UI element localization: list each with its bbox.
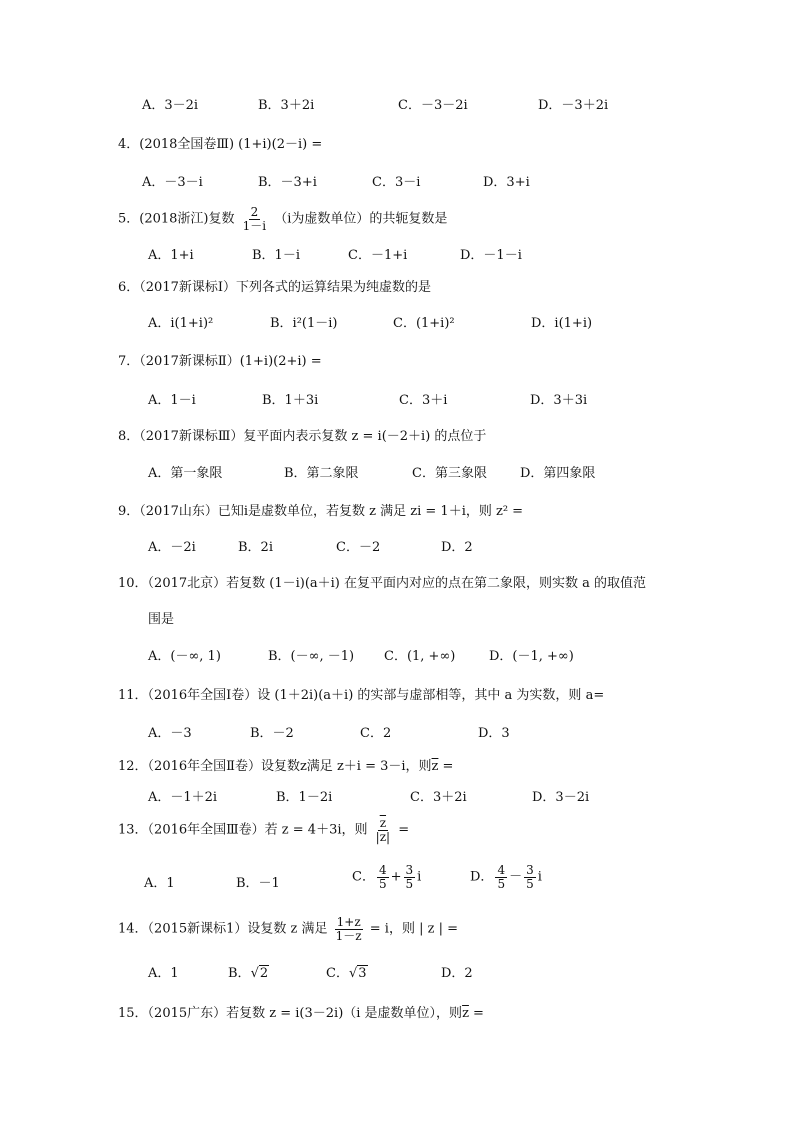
q4-option-c: C．3－i — [372, 175, 421, 190]
q6-option-d: D．i(1+i) — [531, 316, 593, 331]
q5-question — [0, 200, 794, 234]
q6-option-a: A．i(1+i)² — [148, 316, 214, 331]
q10-line1: 10．（2017北京）若复数 (1－i)(a＋i) 在复平面内对应的点在第二象限，则实数 a 的取值范 — [118, 576, 647, 591]
q13-c-i: i — [417, 869, 422, 885]
q9-option-d: D．2 — [441, 540, 473, 555]
q13-c-d1: 5 — [378, 876, 387, 891]
q3-options — [0, 94, 794, 118]
q11-text: 11．（2016年全国Ⅰ卷）设 (1＋2i)(a＋i) 的实部与虚部相等，其中 a 为实数，则 a= — [118, 688, 605, 703]
q13-option-c — [352, 864, 421, 890]
q6-option-c: C．(1+i)² — [393, 316, 455, 331]
q7-options — [0, 389, 794, 413]
q12-options — [0, 786, 794, 810]
q12-text — [118, 755, 453, 774]
q14-sqrt3-radicand: 3 — [358, 966, 367, 981]
q10-question — [0, 572, 794, 596]
q14-option-c-label: C． — [326, 966, 349, 981]
q10-option-c: C．(1, +∞) — [384, 649, 456, 664]
q13-d-frac2 — [524, 864, 536, 890]
q14-text — [118, 916, 458, 942]
q14-sqrt3: √3 — [348, 966, 367, 981]
q14-option-b — [228, 962, 269, 981]
q8-option-b: B．第二象限 — [284, 466, 359, 481]
q3-option-c: C．－3－2i — [398, 98, 468, 113]
q5-frac-den: 1－i — [242, 218, 267, 233]
q10-option-b: B．(－∞, －1) — [268, 649, 355, 664]
q14-prefix: 14．（2015新课标1）设复数 z 满足 — [118, 921, 328, 937]
q13-c-frac1 — [377, 864, 389, 890]
q4-option-b: B．－3+i — [258, 175, 317, 190]
q13-d-n1: 4 — [497, 863, 506, 877]
q7-text: 7．（2017新课标Ⅱ）(1+i)(2+i) = — [118, 354, 322, 369]
q13-c-n2: 3 — [405, 863, 414, 877]
q14-option-c — [326, 962, 368, 981]
q13-suffix: = — [398, 822, 410, 838]
q6-options — [0, 312, 794, 336]
q7-option-b: B．1＋3i — [262, 393, 319, 408]
q15-text — [118, 1002, 484, 1021]
q13-c-frac2 — [404, 864, 416, 890]
q11-option-a: A．－3 — [148, 726, 192, 741]
q13-frac-den: |z| — [375, 829, 391, 844]
q4-options — [0, 171, 794, 195]
q13-fraction — [374, 817, 392, 843]
q13-option-a: A．1 — [144, 876, 175, 891]
q6-text: 6．（2017新课标Ⅰ）下列各式的运算结果为纯虚数的是 — [118, 280, 431, 295]
q12-option-c: C．3＋2i — [410, 790, 467, 805]
q5-fraction — [241, 206, 268, 232]
q8-option-a: A．第一象限 — [148, 466, 223, 481]
q14-sqrt2-radicand: 2 — [259, 966, 269, 981]
q14-option-a: A．1 — [148, 966, 179, 981]
q10-options — [0, 645, 794, 669]
q13-d-d1: 5 — [497, 876, 506, 891]
q7-question — [0, 350, 794, 374]
q13-d-i: i — [537, 869, 542, 885]
q8-option-c: C．第三象限 — [412, 466, 487, 481]
q13-frac-num — [378, 817, 388, 831]
q13-c-d2: 5 — [405, 876, 414, 891]
q9-option-c: C．－2 — [336, 540, 381, 555]
q9-option-b: B．2i — [238, 540, 273, 555]
q9-option-a: A．－2i — [148, 540, 196, 555]
q10-line2: 围是 — [148, 612, 175, 627]
q12-option-b: B．1－2i — [276, 790, 333, 805]
q5-suffix: （i为虚数单位）的共轭复数是 — [274, 211, 448, 227]
q14-frac-num: 1+z — [336, 915, 361, 929]
q13-conj-z: $\overline{z}$ — [379, 816, 387, 830]
q4-option-d: D．3+i — [483, 175, 530, 190]
q14-option-d: D．2 — [441, 966, 473, 981]
q13-option-d-label: D． — [470, 869, 494, 885]
q3-option-a: A．3－2i — [142, 98, 199, 113]
q13-d-n2: 3 — [526, 863, 534, 877]
q7-option-d: D．3＋3i — [530, 393, 588, 408]
q12-suffix: = — [438, 759, 454, 774]
q11-options — [0, 722, 794, 746]
q14-question — [0, 912, 794, 948]
q15-prefix: 15．（2015广东）若复数 z = i(3－2i)（i 是虚数单位），则 — [118, 1006, 463, 1021]
q15-question — [0, 1002, 794, 1026]
q5-text — [118, 206, 447, 232]
q6-question — [0, 276, 794, 300]
q14-fraction — [334, 916, 364, 942]
q12-option-a: A．－1＋2i — [148, 790, 218, 805]
q12-conjugate: $\overline{z}$ — [431, 759, 439, 774]
q5-prefix: 5．(2018浙江)复数 — [118, 211, 235, 227]
q4-option-a: A．－3－i — [142, 175, 203, 190]
q4-question — [0, 133, 794, 157]
q13-options — [0, 864, 794, 896]
q11-option-b: B．－2 — [250, 726, 294, 741]
q11-option-d: D．3 — [478, 726, 510, 741]
q8-question — [0, 425, 794, 449]
q13-prefix: 13．（2016年全国Ⅲ卷）若 z = 4＋3i，则 — [118, 822, 368, 838]
q6-option-b: B．i²(1－i) — [270, 316, 338, 331]
q9-options — [0, 536, 794, 560]
q14-sqrt2: √2 — [250, 966, 269, 981]
q5-option-c: C．－1+i — [348, 248, 408, 263]
q5-option-a: A．1+i — [148, 248, 194, 263]
q13-d-minus: － — [509, 869, 523, 885]
q13-question — [0, 813, 794, 849]
q11-question — [0, 684, 794, 708]
q3-option-d: D．－3＋2i — [538, 98, 609, 113]
q14-option-b-label: B． — [228, 966, 251, 981]
q8-option-d: D．第四象限 — [520, 466, 596, 481]
q13-option-d — [470, 864, 542, 890]
q13-text — [118, 817, 409, 843]
q13-option-c-label: C． — [352, 869, 375, 885]
q13-c-n1: 4 — [378, 863, 387, 877]
q12-prefix: 12．（2016年全国Ⅱ卷）设复数z满足 z＋i = 3－i，则 — [118, 759, 432, 774]
q12-option-d: D．3－2i — [532, 790, 590, 805]
q13-c-plus: + — [390, 869, 402, 885]
q8-text: 8．（2017新课标Ⅲ）复平面内表示复数 z = i(－2＋i) 的点位于 — [118, 429, 487, 444]
q15-conjugate: $\overline{z}$ — [462, 1006, 469, 1021]
q14-options — [0, 962, 794, 986]
q7-option-a: A．1－i — [148, 393, 196, 408]
q10-option-d: D．(－1, +∞) — [489, 649, 574, 664]
q5-frac-num: 2 — [250, 205, 259, 219]
q9-text: 9．（2017山东）已知i是虚数单位，若复数 z 满足 zi = 1＋i，则 z² = — [118, 504, 524, 519]
q7-option-c: C．3＋i — [399, 393, 448, 408]
q10-question-cont — [0, 608, 794, 632]
q9-question — [0, 500, 794, 524]
q10-option-a: A．(－∞, 1) — [148, 649, 221, 664]
q5-options — [0, 244, 794, 268]
q8-options — [0, 462, 794, 486]
q4-text: 4．(2018全国卷Ⅲ) (1+i)(2－i) = — [118, 137, 323, 152]
q13-d-frac1 — [495, 864, 507, 890]
q5-option-d: D．－1－i — [460, 248, 522, 263]
q5-option-b: B．1－i — [252, 248, 300, 263]
q13-option-b: B．－1 — [236, 876, 280, 891]
q14-suffix: = i，则 | z | = — [369, 921, 458, 937]
q15-suffix: = — [468, 1006, 484, 1021]
q14-frac-den: 1－z — [335, 928, 362, 943]
q11-option-c: C．2 — [360, 726, 392, 741]
q12-question — [0, 755, 794, 779]
q3-option-b: B．3＋2i — [258, 98, 315, 113]
q13-d-d2: 5 — [526, 876, 534, 891]
